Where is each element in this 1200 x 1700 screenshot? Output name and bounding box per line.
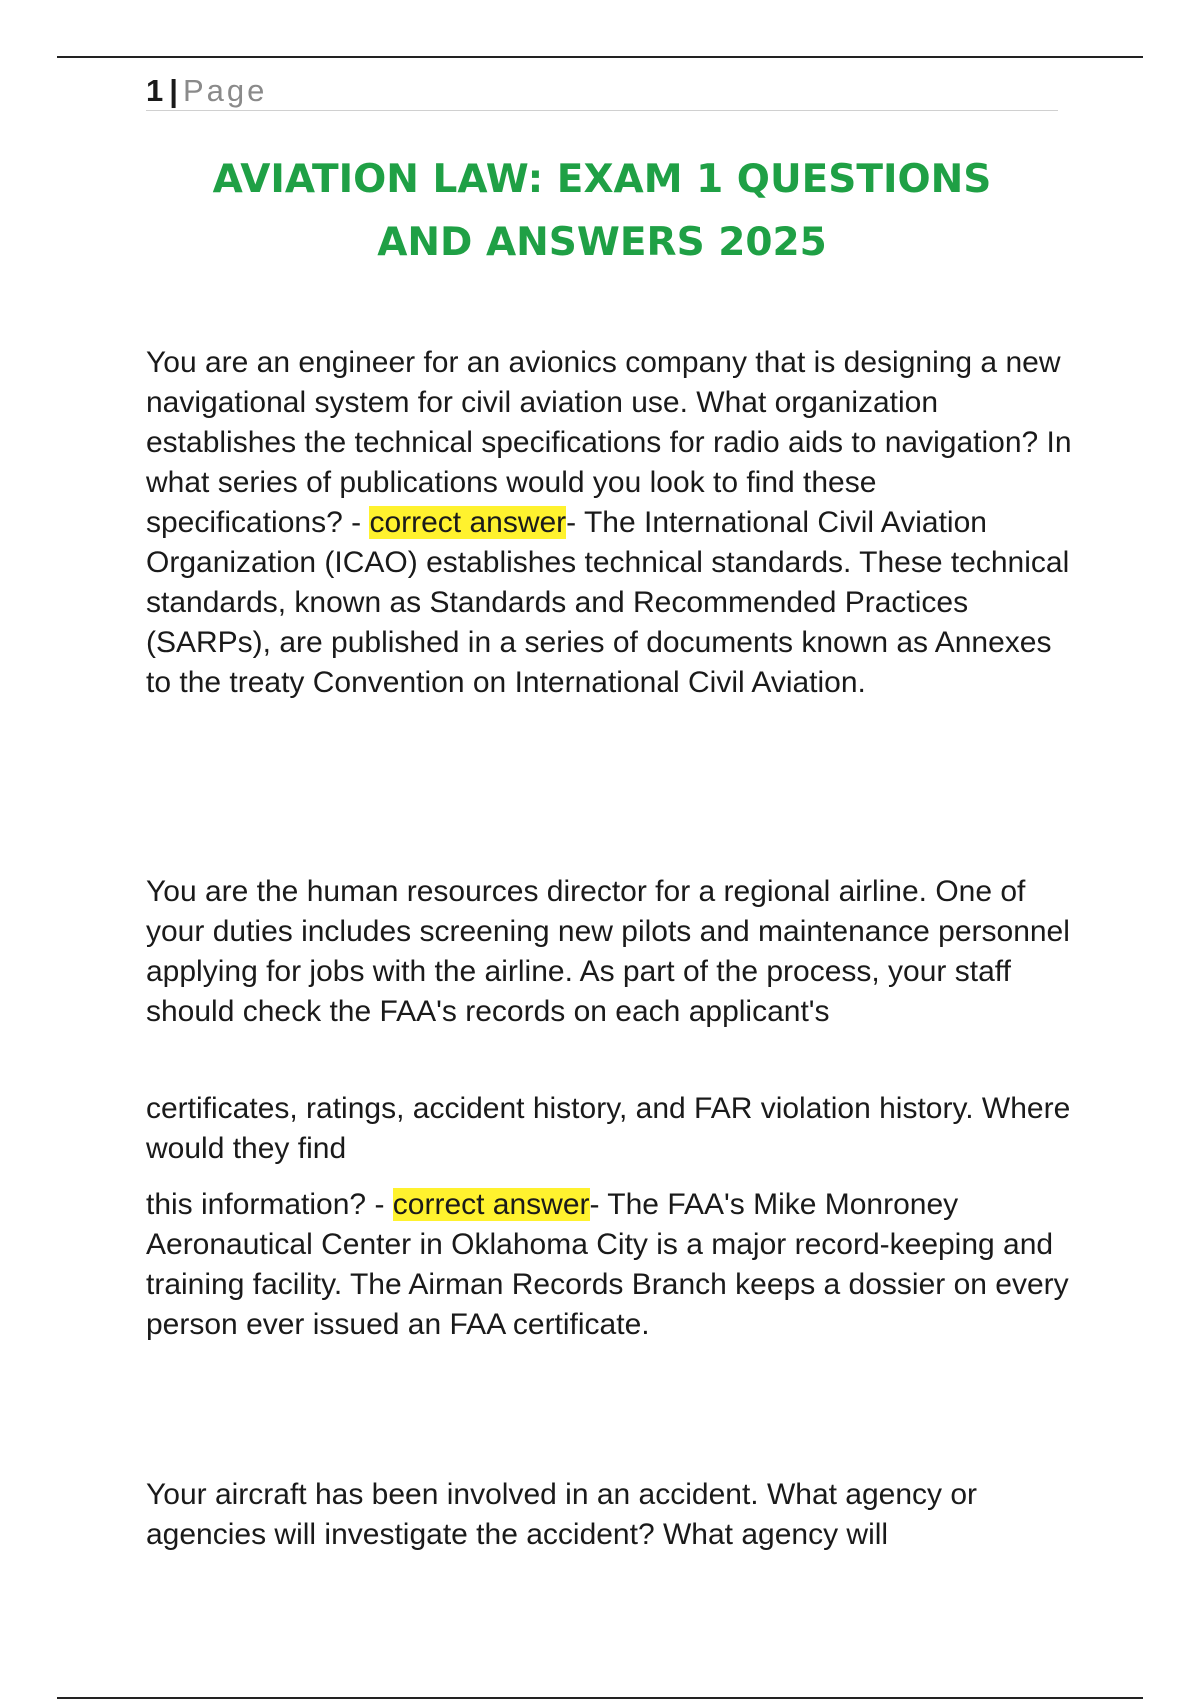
page-header bbox=[146, 72, 1058, 111]
qa-1-answer: - The International Civil Aviation Organization (ICAO) establishes technical standards. These technical standards, known as Standards and Recommended Practices (SARPs), are published in a series of documents known as Annexes to the treaty Convention on International Civil Aviation. bbox=[146, 506, 1070, 699]
title-line-1: AVIATION LAW: EXAM 1 QUESTIONS bbox=[212, 157, 992, 202]
qa-2-answer-label: correct answer bbox=[392, 1188, 590, 1221]
bottom-rule bbox=[57, 1697, 1143, 1699]
qa-2-question-part-1: You are the human resources director for a regional airline. One of your duties includes screening new pilots and maintenance personnel applying for jobs with the airline. As part of the process, your staff should check the FAA's records on each applicant's bbox=[146, 875, 1070, 1028]
qa-1-question: You are an engineer for an avionics company that is designing a new navigational system for civil aviation use. What organization establishes the technical specifications for radio aids to navigation? In what series of publications would you look to find these specifications? - bbox=[146, 346, 1072, 539]
qa-2-answer: - The FAA's Mike Monroney Aeronautical Center in Oklahoma City is a major record-keeping and training facility. The Airman Records Branch keeps a dossier on every person ever issued an FAA certificate. bbox=[146, 1188, 1069, 1341]
qa-2-question-part-3: this information? - bbox=[146, 1188, 393, 1221]
top-rule bbox=[57, 56, 1143, 58]
qa-3-question: Your aircraft has been involved in an accident. What agency or agencies will investigate the accident? What agency will bbox=[146, 1478, 978, 1551]
qa-2-question-part-2: certificates, ratings, accident history, and FAR violation history. Where would they find bbox=[146, 1092, 1071, 1165]
qa-2 bbox=[146, 1185, 1076, 1345]
title-line-2: AND ANSWERS 2025 bbox=[377, 220, 827, 265]
page-separator: | bbox=[169, 73, 178, 108]
document-title bbox=[146, 148, 1058, 274]
page-label: Page bbox=[182, 73, 268, 108]
qa-1-answer-label: correct answer bbox=[369, 506, 567, 539]
qa-1 bbox=[146, 343, 1076, 703]
page-number: 1 bbox=[146, 73, 164, 108]
